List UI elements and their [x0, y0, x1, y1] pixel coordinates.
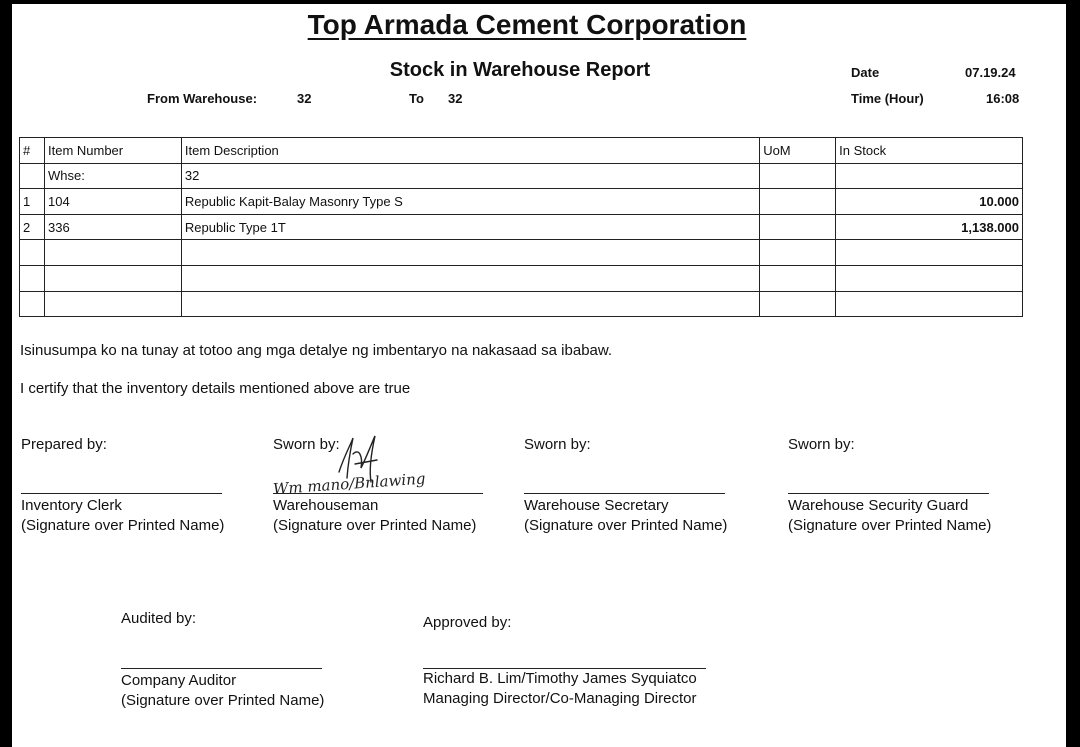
col-item-header: Item Number	[44, 138, 181, 164]
sworn-by-label-3: Sworn by:	[788, 436, 855, 453]
sworn-by-label-2: Sworn by:	[524, 436, 591, 453]
audited-role: Company Auditor	[121, 672, 237, 689]
whse-uom-cell	[760, 163, 836, 189]
row-number: 2	[20, 214, 45, 240]
item-in-stock: 1,138.000	[836, 214, 1023, 240]
prepared-role: Inventory Clerk	[21, 497, 122, 514]
col-number-header: #	[20, 138, 45, 164]
whse-stock-cell	[836, 163, 1023, 189]
to-warehouse-label: To	[409, 91, 424, 106]
approved-by-label: Approved by:	[423, 614, 512, 631]
col-stock-header: In Stock	[836, 138, 1023, 164]
whse-label: Whse:	[44, 163, 181, 189]
company-name: Top Armada Cement Corporation	[307, 9, 747, 40]
audited-by-label: Audited by:	[121, 610, 197, 627]
time-label: Time (Hour)	[851, 91, 924, 106]
item-uom	[760, 291, 836, 317]
sworn-role-1: Warehouseman	[273, 497, 379, 514]
prepared-note: (Signature over Printed Name)	[21, 517, 225, 534]
col-uom-header: UoM	[760, 138, 836, 164]
from-warehouse-value: 32	[297, 91, 312, 106]
item-uom	[760, 240, 836, 266]
audited-signature-line	[121, 668, 322, 669]
approved-titles: Managing Director/Co-Managing Director	[423, 690, 697, 707]
item-description	[181, 291, 759, 317]
row-number	[20, 265, 45, 291]
item-number	[44, 291, 181, 317]
date-value: 07.19.24	[965, 65, 1016, 80]
sworn-role-2: Warehouse Secretary	[524, 497, 669, 514]
whse-blank-cell	[20, 163, 45, 189]
sworn-signature-line-2	[524, 493, 725, 494]
prepared-by-label: Prepared by:	[21, 436, 107, 453]
sworn-signature-line-3	[788, 493, 989, 494]
sworn-note-3: (Signature over Printed Name)	[788, 517, 992, 534]
item-number: 104	[44, 189, 181, 215]
item-description: Republic Kapit-Balay Masonry Type S	[181, 189, 759, 215]
table-row	[20, 240, 1023, 266]
date-label: Date	[851, 65, 880, 80]
inventory-table	[19, 137, 1023, 317]
whse-row	[20, 163, 1023, 189]
item-in-stock	[836, 240, 1023, 266]
table-row	[20, 189, 1023, 215]
item-description: Republic Type 1T	[181, 214, 759, 240]
item-uom	[760, 265, 836, 291]
item-uom	[760, 189, 836, 215]
certification-statement-filipino: Isinusumpa ko na tunay at totoo ang mga detalye ng imbentaryo na nakasaad sa ibabaw.	[20, 342, 613, 359]
item-in-stock: 10.000	[836, 189, 1023, 215]
row-number	[20, 291, 45, 317]
approved-names: Richard B. Lim/Timothy James Syquiatco	[423, 670, 697, 687]
item-uom	[760, 214, 836, 240]
item-in-stock	[836, 265, 1023, 291]
report-page	[12, 4, 1066, 747]
sworn-role-3: Warehouse Security Guard	[788, 497, 969, 514]
audited-note: (Signature over Printed Name)	[121, 692, 325, 709]
report-title: Stock in Warehouse Report	[389, 59, 651, 81]
sworn-signature-line-1	[273, 493, 483, 494]
sworn-note-1: (Signature over Printed Name)	[273, 517, 477, 534]
table-row	[20, 291, 1023, 317]
col-description-header: Item Description	[181, 138, 759, 164]
whse-value: 32	[181, 163, 759, 189]
row-number	[20, 240, 45, 266]
table-row	[20, 265, 1023, 291]
table-header-row	[20, 138, 1023, 164]
item-number	[44, 240, 181, 266]
item-in-stock	[836, 291, 1023, 317]
item-number: 336	[44, 214, 181, 240]
handwritten-signature	[267, 434, 427, 500]
item-number	[44, 265, 181, 291]
row-number: 1	[20, 189, 45, 215]
to-warehouse-value: 32	[448, 91, 463, 106]
sworn-by-label-1: Sworn by:	[273, 436, 340, 453]
sworn-note-2: (Signature over Printed Name)	[524, 517, 728, 534]
prepared-signature-line	[21, 493, 222, 494]
certification-statement-english: I certify that the inventory details mentioned above are true	[20, 380, 411, 397]
item-description	[181, 240, 759, 266]
handwritten-signature-text: Wm mano/Bnlawing	[272, 469, 426, 499]
from-warehouse-label: From Warehouse:	[147, 91, 258, 106]
item-description	[181, 265, 759, 291]
time-value: 16:08	[986, 91, 1020, 106]
table-row	[20, 214, 1023, 240]
